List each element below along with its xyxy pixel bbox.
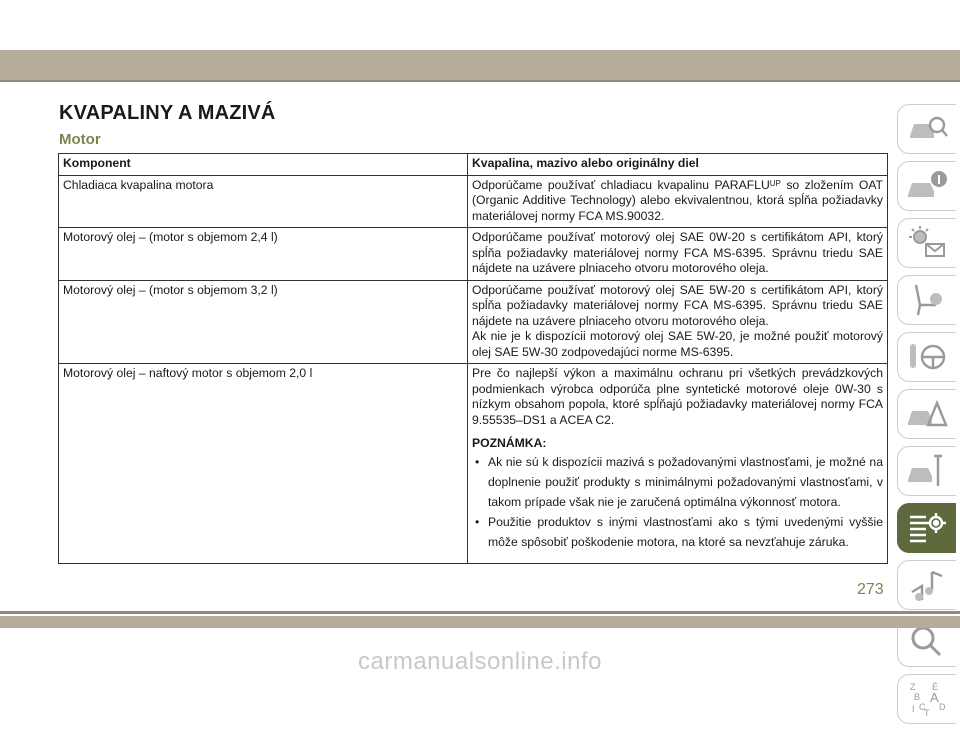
warning-lights-message-icon <box>906 224 948 262</box>
svg-text:A: A <box>930 690 939 705</box>
car-info-icon <box>906 167 948 205</box>
svg-text:D: D <box>939 702 946 712</box>
table-row <box>59 228 888 281</box>
spec-paragraph: Odporúčame používať motorový olej SAE 5W-20 s certifikátom API, ktorý spĺňa požiadavky materiálovej normy FCA MS-6395. Správnu triedu SAE nájdete na uzávere plniaceho otvoru motorového oleja. <box>472 282 883 328</box>
table-header-row <box>59 154 888 176</box>
tab-specifications[interactable] <box>897 503 956 553</box>
alphabet-index-icon <box>906 680 948 718</box>
svg-text:I: I <box>912 704 915 714</box>
header-band <box>0 50 960 80</box>
page-number: 273 <box>857 581 884 598</box>
chapter-tabs <box>891 104 960 731</box>
svg-text:C: C <box>919 702 926 712</box>
svg-text:T: T <box>924 708 930 718</box>
car-warning-triangle-icon <box>906 395 948 433</box>
seat-airbag-icon <box>906 281 948 319</box>
page-title: KVAPALINY A MAZIVÁ <box>59 102 276 124</box>
fluids-table <box>58 153 888 564</box>
tab-warning-lights[interactable] <box>897 218 956 268</box>
specs-gear-list-icon <box>906 509 948 547</box>
svg-text:B: B <box>914 692 921 702</box>
note-item: • Ak nie sú k dispozícii mazivá s požadovanými vlastnosťami, je možné na doplnenie použiť produkty s minimálnymi požadovanými vlastnosťami, v takom prípade však nie je zaručená optimálna výkonnosť motora. <box>472 452 883 512</box>
tab-car-search[interactable] <box>897 104 956 154</box>
component-cell: Motorový olej – (motor s objemom 2,4 l) <box>59 228 468 281</box>
tab-alphabet-index[interactable] <box>897 674 956 724</box>
spec-text-continued: so zložením OAT (Organic Additive Technology) alebo ekvivalentnou, ktorá spĺňa požiadavky materiálovej normy FCA MS.90032. <box>472 177 883 223</box>
tab-key-steering[interactable] <box>897 332 956 382</box>
car-tools-icon <box>906 452 948 490</box>
spec-cell <box>468 175 888 228</box>
footer-divider <box>0 611 960 614</box>
key-steering-wheel-icon <box>906 338 948 376</box>
tab-multimedia[interactable] <box>897 560 956 610</box>
car-search-icon <box>906 110 948 148</box>
multimedia-music-icon <box>906 566 948 604</box>
spec-paragraph: Pre čo najlepší výkon a maximálnu ochranu pri všetkých prevádzkových podmienkach výrobca odporúča plne syntetické motorové oleje 0W-30 s nízkym obsahom popola, ktoré spĺňajú požiadavky materiálovej normy FCA 9.55535–DS1 a ACEA C2. <box>472 366 883 427</box>
table-row <box>59 364 888 564</box>
tab-seat-airbag[interactable] <box>897 275 956 325</box>
header-divider <box>0 80 960 82</box>
svg-text:É: É <box>932 682 939 692</box>
section-subtitle: Motor <box>59 131 101 148</box>
superscript-text: UP <box>769 178 781 188</box>
column-header-fluid: Kvapalina, mazivo alebo originálny diel <box>468 154 888 176</box>
note-item: • Použitie produktov s inými vlastnosťami ako s tými uvedenými vyššie môže spôsobiť poškodenie motora, na ktoré sa nevzťahuje záruka. <box>472 512 883 552</box>
table-row <box>59 280 888 364</box>
note-heading: POZNÁMKA: <box>472 436 547 450</box>
tab-car-warning[interactable] <box>897 389 956 439</box>
watermark-text: carmanualsonline.info <box>358 648 602 675</box>
spec-paragraph: Ak nie je k dispozícii motorový olej SAE 5W-20, je možné použiť motorový olej SAE 5W-30 zodpovedajúci norme MS-6395. <box>472 329 883 359</box>
spec-cell: Odporúčame používať motorový olej SAE 0W-20 s certifikátom API, ktorý spĺňa požiadavky materiálovej normy FCA MS-6395. Správnu triedu SAE nájdete na uzávere plniaceho otvoru motorového oleja. <box>468 228 888 281</box>
component-cell: Motorový olej – naftový motor s objemom 2,0 l <box>59 364 468 564</box>
tab-car-info[interactable] <box>897 161 956 211</box>
spec-cell <box>468 364 888 564</box>
spec-text: Odporúčame používať chladiacu kvapalinu PARAFLU <box>472 177 770 192</box>
table-row <box>59 175 888 228</box>
note-list <box>472 452 883 552</box>
column-header-component: Komponent <box>59 154 468 176</box>
component-cell: Motorový olej – (motor s objemom 3,2 l) <box>59 280 468 364</box>
component-cell: Chladiaca kvapalina motora <box>59 175 468 228</box>
tab-car-tools[interactable] <box>897 446 956 496</box>
svg-text:Z: Z <box>910 682 916 692</box>
spec-cell <box>468 280 888 364</box>
footer-band <box>0 616 960 628</box>
